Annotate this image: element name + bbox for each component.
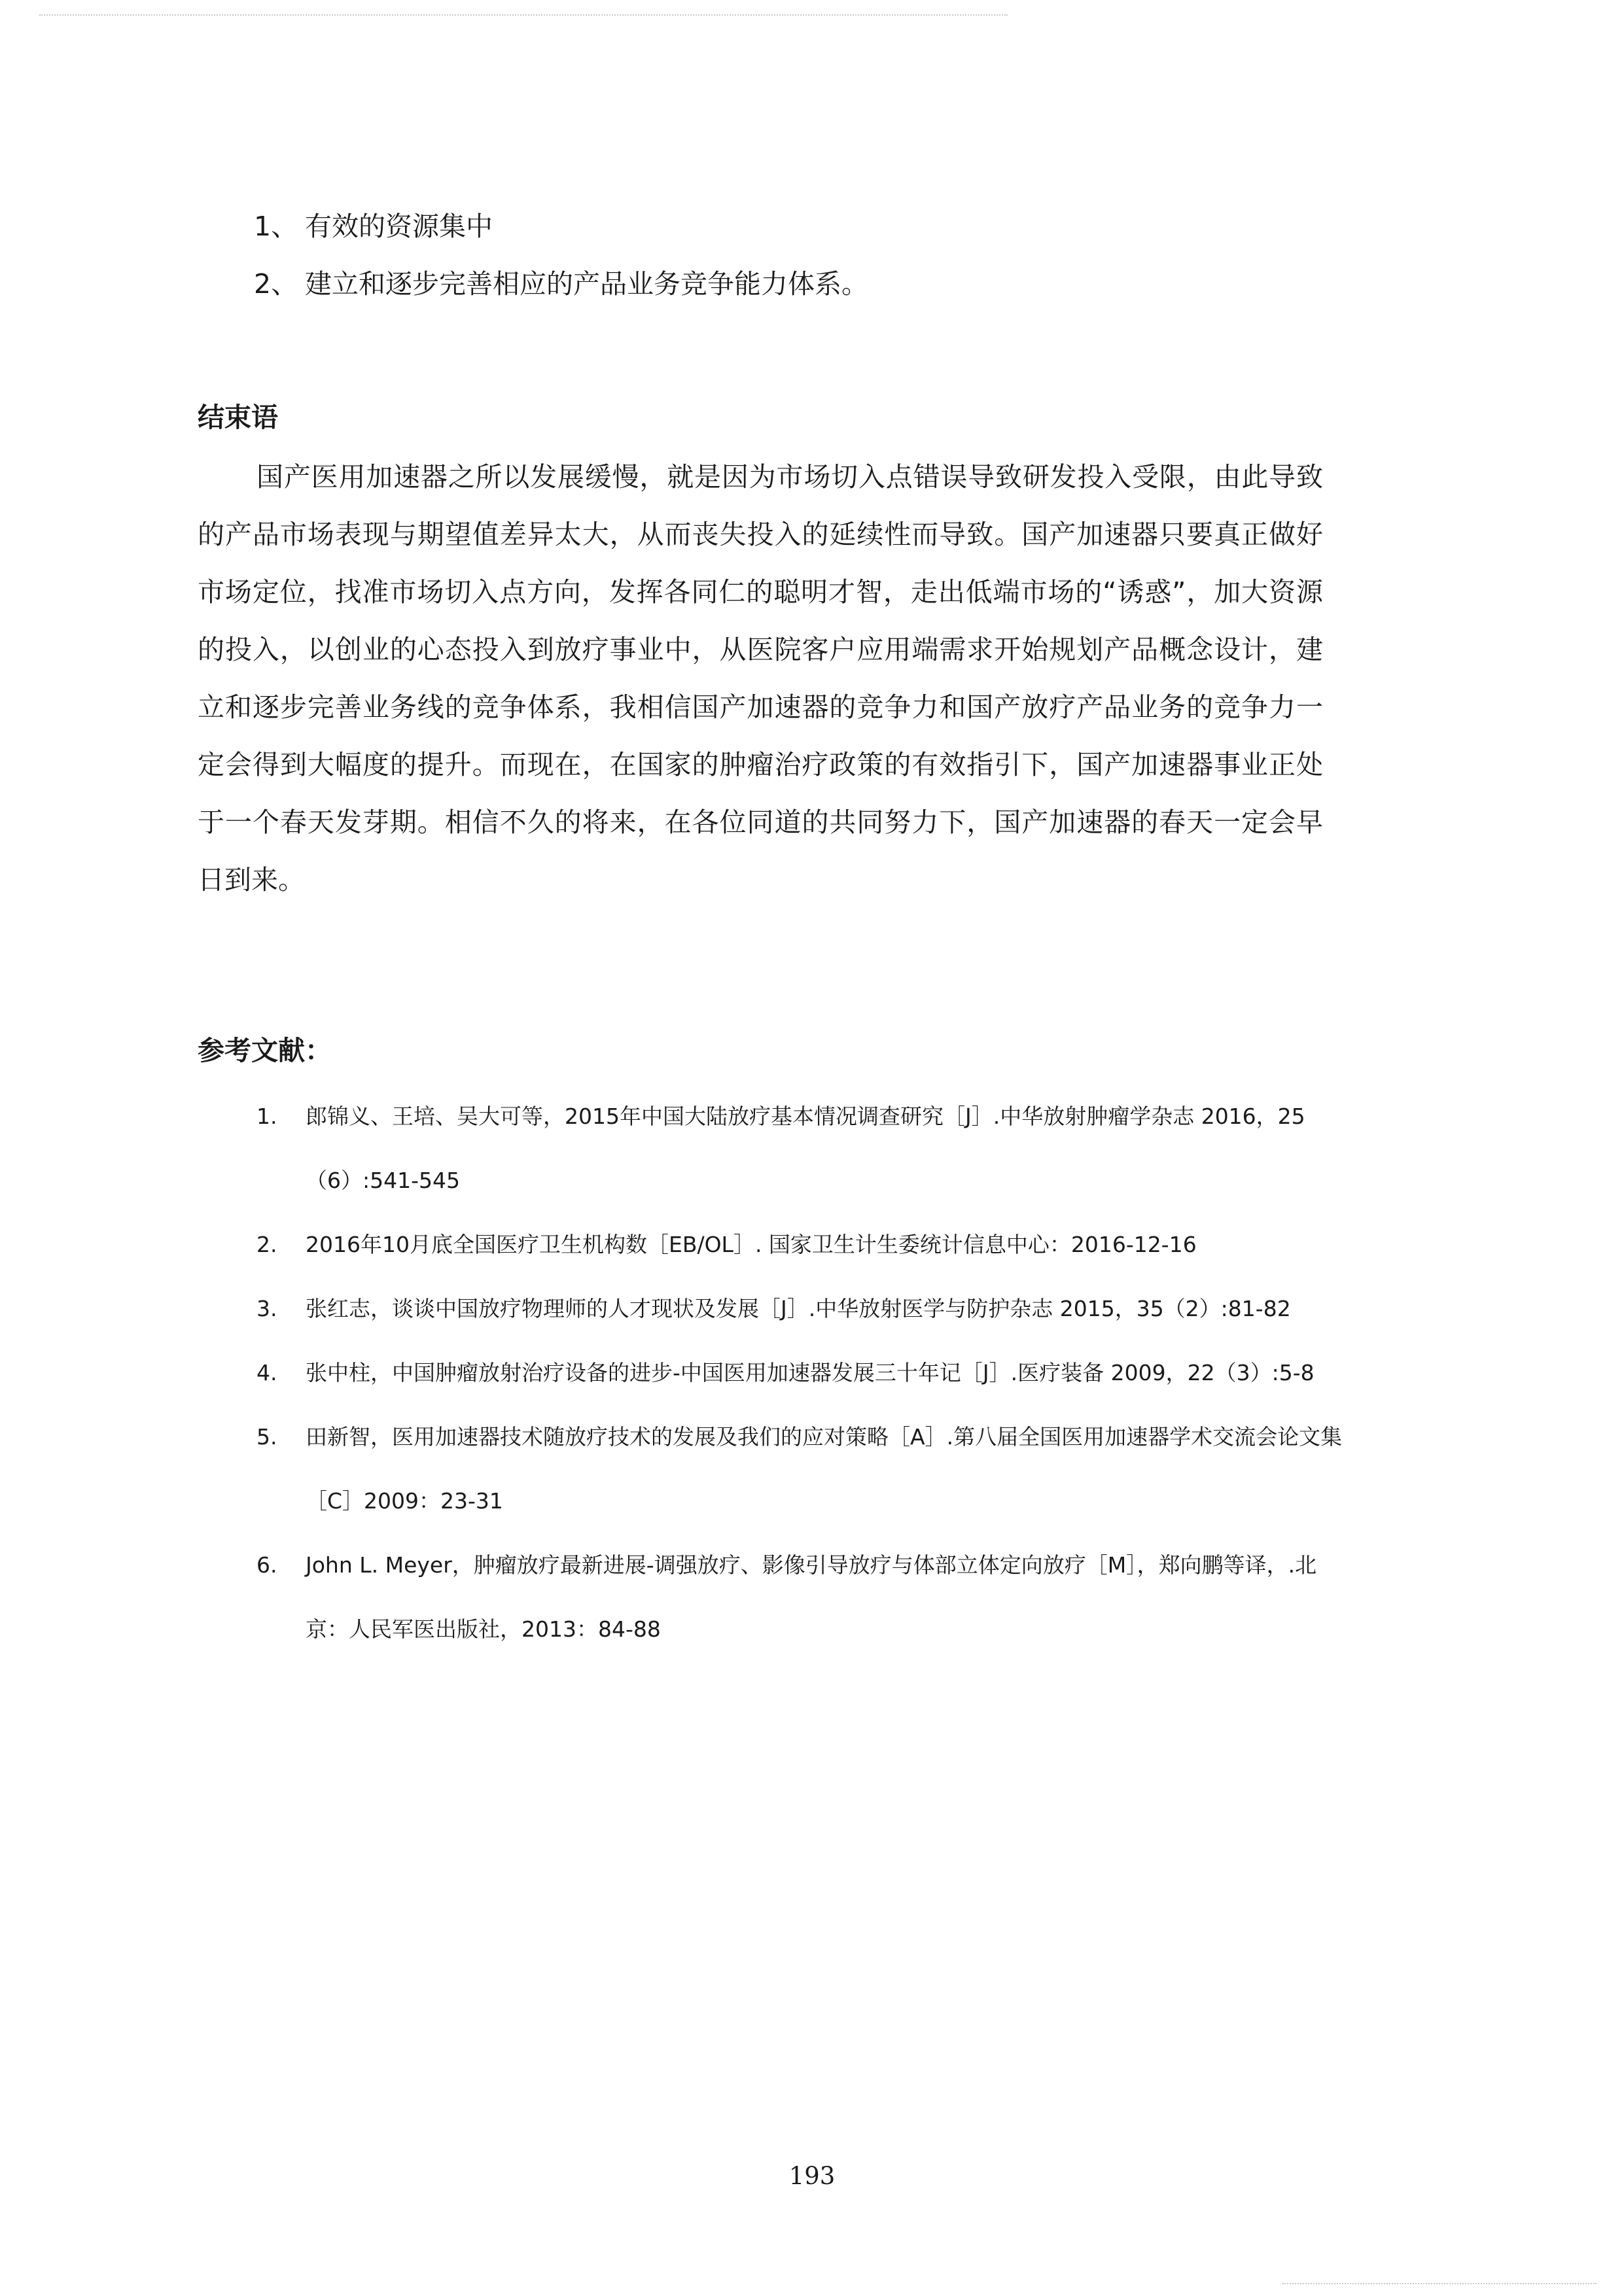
reference-text: 张红志，谈谈中国放疗物理师的人才现状及发展［J］.中华放射医学与防护杂志 2015，35（2）:81-82 <box>306 1296 1291 1321</box>
reference-item-5 <box>256 1405 1343 1533</box>
conclusion-heading: 结束语 <box>198 402 278 433</box>
scan-edge-top <box>39 14 1008 16</box>
list-item-number: 1、 <box>254 211 298 242</box>
list-item-2 <box>254 266 868 302</box>
reference-number: 6. <box>256 1552 277 1578</box>
reference-item-6 <box>256 1533 1343 1661</box>
conclusion-paragraph: 国产医用加速器之所以发展缓慢，就是因为市场切入点错误导致研发投入受限，由此导致的产品市场表现与期望值差异太大，从而丧失投入的延续性而导致。国产加速器只要真正做好市场定位，找准市场切入点方向，发挥各同仁的聪明才智，走出低端市场的“诱惑”，加大资源的投入，以创业的心态投入到放疗事业中，从医院客户应用端需求开始规划产品概念设计，建立和逐步完善业务线的竞争体系，我相信国产加速器的竞争力和国产放疗产品业务的竞争力一定会得到大幅度的提升。而现在，在国家的肿瘤治疗政策的有效指引下，国产加速器事业正处于一个春天发芽期。相信不久的将来，在各位同道的共同努力下，国产加速器的春天一定会早日到来。 <box>198 461 1323 896</box>
reference-item-4 <box>256 1341 1343 1405</box>
list-item-1 <box>254 208 493 245</box>
reference-number: 5. <box>256 1424 277 1450</box>
scan-edge-bottom <box>1282 2283 1597 2284</box>
reference-number: 3. <box>256 1296 277 1321</box>
reference-text: 郎锦义、王培、吴大可等，2015年中国大陆放疗基本情况调查研究［J］.中华放射肿瘤学杂志 2016，25（6）:541-545 <box>306 1104 1305 1193</box>
list-item-text: 有效的资源集中 <box>305 211 493 242</box>
reference-number: 1. <box>256 1104 277 1129</box>
reference-text: 2016年10月底全国医疗卫生机构数［EB/OL］. 国家卫生计生委统计信息中心：2016-12-16 <box>306 1232 1197 1257</box>
reference-item-2 <box>256 1213 1343 1277</box>
reference-item-1 <box>256 1085 1343 1213</box>
reference-text: 张中柱，中国肿瘤放射治疗设备的进步-中国医用加速器发展三十年记［J］.医疗装备 2009，22（3）:5-8 <box>306 1360 1315 1385</box>
reference-number: 2. <box>256 1232 277 1257</box>
references-heading: 参考文献： <box>198 1035 332 1066</box>
reference-text: 田新智，医用加速器技术随放疗技术的发展及我们的应对策略［A］.第八届全国医用加速器学术交流会论文集［C］2009：23-31 <box>306 1424 1343 1514</box>
reference-list <box>256 1085 1343 1661</box>
page-number: 193 <box>788 2162 836 2190</box>
reference-item-3 <box>256 1277 1343 1341</box>
list-item-text: 建立和逐步完善相应的产品业务竞争能力体系。 <box>305 268 868 300</box>
reference-number: 4. <box>256 1360 277 1385</box>
list-item-number: 2、 <box>254 268 298 300</box>
reference-text: John L. Meyer，肿瘤放疗最新进展-调强放疗、影像引导放疗与体部立体定向放疗［M］，郑向鹏等译，.北京：人民军医出版社，2013：84-88 <box>306 1552 1317 1642</box>
